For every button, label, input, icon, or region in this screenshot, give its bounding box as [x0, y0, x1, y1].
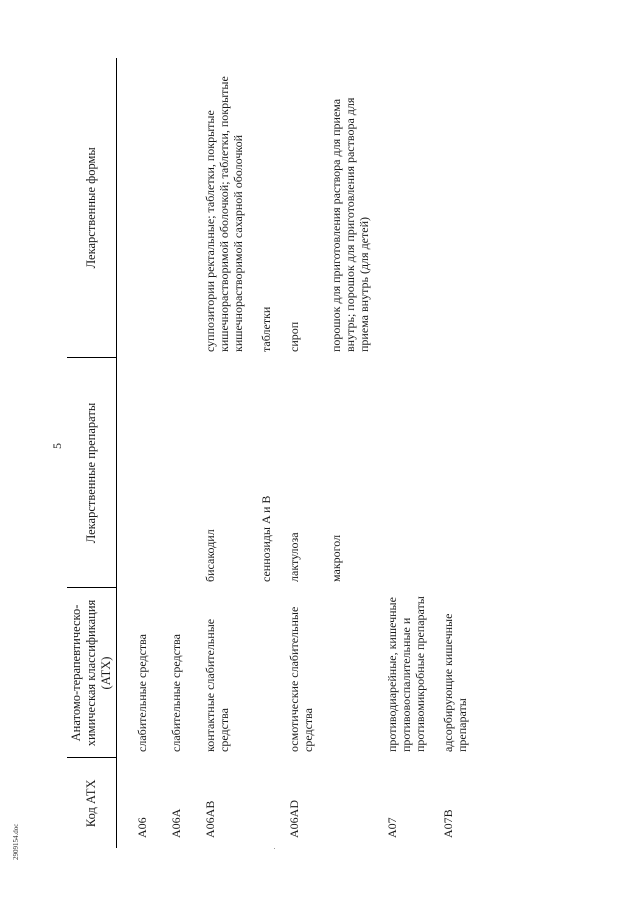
dosage-forms: [117, 58, 152, 358]
dosage-forms: [373, 58, 429, 358]
atc-classification: слабительные средства: [135, 633, 149, 752]
table-row: [317, 58, 373, 848]
table-row: [185, 58, 247, 848]
atc-classification: контактные слабительные средства: [203, 618, 231, 752]
atc-code: A07: [385, 817, 399, 838]
drug-name: бисакодил: [203, 529, 217, 582]
drug-name: [117, 358, 152, 588]
table-row: [373, 58, 429, 848]
header-drugs: Лекарственные препараты: [67, 358, 117, 588]
header-classification: Анатомо-терапевтическо-химическая классификация (АТХ): [67, 588, 117, 758]
atc-drug-table: [67, 58, 471, 848]
dosage-forms: [151, 58, 185, 358]
rotated-table-container: [67, 58, 622, 848]
table-row: [151, 58, 185, 848]
drug-name: [151, 358, 185, 588]
atc-code: A06: [135, 817, 149, 838]
dosage-forms: порошок для приготовления раствора для приема внутрь; порошок для приготовления раствора для приема внутрь (для детей): [329, 97, 371, 352]
drug-name: сеннозиды A и B: [259, 495, 273, 582]
header-forms: Лекарственные формы: [67, 58, 117, 358]
atc-code: [317, 758, 373, 848]
atc-classification: осмотические слабительные средства: [287, 606, 315, 752]
dosage-forms: суппозитории ректальные; таблетки, покрытые кишечнорастворимой оболочкой; таблетки, покрытые кишечнорастворимой сахарной оболочкой: [203, 76, 245, 352]
table-row: [429, 58, 471, 848]
atc-classification: [317, 588, 373, 758]
header-code: Код АТХ: [67, 758, 117, 848]
atc-classification: противодиарейные, кишечные противовоспалительные и противомикробные препараты: [385, 596, 427, 752]
dosage-forms: [429, 58, 471, 358]
table-header-row: [67, 58, 117, 848]
drug-name: лактулоза: [287, 532, 301, 582]
table-row: [275, 58, 317, 848]
table-row: [117, 58, 152, 848]
atc-code: A06AB: [203, 800, 217, 838]
page-number: 5: [50, 443, 64, 449]
atc-classification: адсорбирующие кишечные препараты: [441, 613, 469, 752]
dosage-forms: сироп: [287, 321, 301, 352]
atc-code: [247, 758, 275, 848]
footer-filename: 2909154.doc: [12, 823, 20, 860]
drug-name: макрогол: [329, 534, 343, 582]
atc-code: A06A: [169, 808, 183, 838]
table-row: [247, 58, 275, 848]
atc-classification: слабительные средства: [169, 633, 183, 752]
dosage-forms: таблетки: [259, 306, 273, 352]
atc-classification: [247, 588, 275, 758]
atc-code: A07B: [441, 809, 455, 838]
scan-speck: [274, 848, 275, 849]
drug-name: [429, 358, 471, 588]
drug-name: [373, 358, 429, 588]
atc-code: A06AD: [287, 800, 301, 838]
